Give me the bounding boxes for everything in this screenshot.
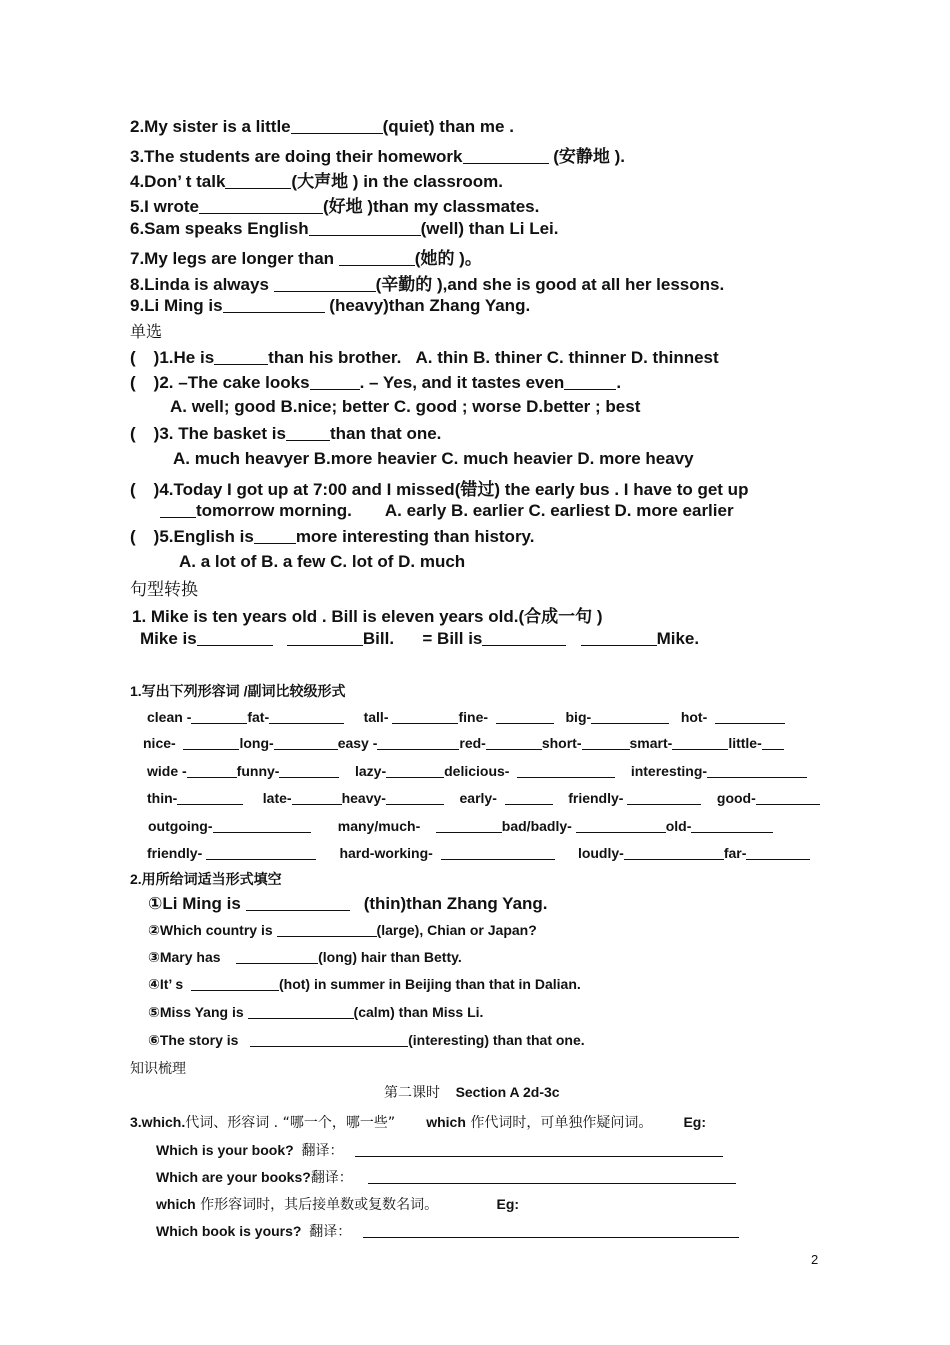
mc-q1	[130, 347, 719, 368]
answer-blank[interactable]	[756, 790, 820, 805]
answer-blank[interactable]	[392, 709, 458, 724]
knowledge-heading: 知识梳理	[130, 1061, 186, 1077]
answer-blank[interactable]	[486, 735, 542, 750]
fill-text: 7.My legs are longer than	[130, 249, 335, 268]
answer-blank[interactable]	[762, 735, 784, 750]
adj-word: long-	[239, 735, 274, 751]
answer-blank[interactable]	[177, 790, 243, 805]
answer-blank[interactable]	[463, 146, 549, 164]
answer-blank[interactable]	[199, 196, 323, 214]
mc-text: .	[616, 373, 622, 392]
answer-blank[interactable]	[197, 628, 273, 646]
transform-text: Bill.	[362, 629, 395, 648]
section1-title	[130, 681, 345, 701]
adj-word: good-	[716, 790, 756, 806]
mc-q2	[130, 372, 621, 393]
answer-blank[interactable]	[254, 526, 296, 544]
answer-paren[interactable]: (	[130, 424, 136, 443]
adj-word: outgoing-	[148, 818, 213, 834]
sec2-text: ⑥The story is	[148, 1032, 239, 1048]
fill-item-6	[130, 218, 559, 239]
answer-blank[interactable]	[246, 893, 350, 911]
sec2-text: ②Which country is	[148, 922, 273, 938]
lesson-title-en: Section A 2d-3c	[455, 1084, 560, 1100]
adj-row-6	[147, 845, 810, 861]
answer-paren[interactable]: (	[130, 480, 136, 499]
fill-item-4	[130, 167, 503, 192]
answer-blank[interactable]	[309, 218, 421, 236]
adj-word: fine-	[458, 709, 489, 725]
answer-paren[interactable]: (	[130, 373, 136, 392]
answer-blank[interactable]	[286, 423, 330, 441]
adj-word: tall-	[363, 709, 389, 725]
answer-blank[interactable]	[310, 372, 360, 390]
example-sentence: Which book is yours?	[156, 1223, 302, 1239]
answer-blank[interactable]	[576, 818, 666, 833]
adj-word: funny-	[236, 763, 280, 779]
answer-blank[interactable]	[191, 976, 279, 991]
eg-label: Eg:	[683, 1114, 707, 1130]
mc-q5-options: A. a lot of B. a few C. lot of D. much	[179, 552, 466, 571]
translation-line[interactable]	[355, 1142, 723, 1157]
lesson-title-cn: 第二课时	[384, 1085, 440, 1101]
answer-blank[interactable]	[386, 763, 444, 778]
fill-item-2	[130, 116, 514, 137]
answer-blank[interactable]	[627, 790, 701, 805]
fill-text: 4.Don’ t talk	[130, 172, 226, 191]
mc-q3-options: A. much heavyer B.more heavier C. much heavier D. more heavy	[173, 449, 694, 468]
answer-blank[interactable]	[564, 372, 616, 390]
fill-text: 8.Linda is always	[130, 275, 269, 294]
answer-blank[interactable]	[691, 818, 773, 833]
mc-text: tomorrow morning.	[196, 501, 352, 520]
answer-blank[interactable]	[707, 763, 807, 778]
mc-text: )1.He is	[153, 348, 215, 367]
adj-word: red-	[459, 735, 486, 751]
adj-row-2	[143, 735, 784, 751]
sec2-text: ④It’ s	[148, 976, 184, 992]
translate-label: 翻译：	[309, 1224, 352, 1240]
answer-blank[interactable]	[248, 1004, 354, 1019]
example-sentence: Which is your book?	[156, 1142, 294, 1158]
answer-blank[interactable]	[482, 628, 566, 646]
answer-blank[interactable]	[213, 818, 311, 833]
adj-word: hot-	[680, 709, 708, 725]
fill-text: 2.My sister is a little	[130, 117, 291, 136]
translate-label: 翻译：	[310, 1170, 353, 1186]
adj-row-1	[147, 709, 785, 725]
eg-label: Eg:	[496, 1196, 520, 1212]
answer-blank[interactable]	[292, 790, 342, 805]
sec2-text: ⑤Miss Yang is	[148, 1004, 244, 1020]
fill-item-9	[130, 295, 530, 316]
answer-blank[interactable]	[269, 709, 344, 724]
sec2-item-3	[148, 949, 462, 966]
section-title-text: 1.写出下列形容词 /副词比较级形式	[130, 683, 346, 699]
mc-heading: 单选	[130, 322, 163, 341]
mc-options: A. thin B. thiner C. thinner D. thinnest	[415, 348, 719, 367]
adj-word: big-	[565, 709, 592, 725]
answer-blank[interactable]	[291, 116, 383, 134]
mc-text: )3. The basket is	[153, 424, 286, 443]
mc-text: . – Yes, and it tastes even	[359, 373, 565, 392]
adj-row-5	[148, 818, 773, 834]
answer-blank[interactable]	[214, 347, 268, 365]
answer-blank[interactable]	[160, 500, 196, 518]
adj-word: old-	[665, 818, 692, 834]
answer-blank[interactable]	[277, 922, 377, 937]
adj-word: far-	[723, 845, 747, 861]
adj-word: heavy-	[341, 790, 386, 806]
adj-word: wide -	[147, 763, 187, 779]
answer-blank[interactable]	[624, 845, 724, 860]
transform-answer	[140, 628, 699, 649]
answer-blank[interactable]	[441, 845, 555, 860]
fill-text: (quiet) than me .	[382, 117, 514, 136]
mc-text: )2. –The cake looks	[153, 373, 310, 392]
sec2-text: (long) hair than Betty.	[318, 949, 462, 965]
lesson-title	[384, 1082, 560, 1102]
answer-paren[interactable]: (	[130, 527, 136, 546]
answer-blank[interactable]	[715, 709, 785, 724]
adj-word: bad/badly-	[501, 818, 572, 834]
adj-word: friendly-	[147, 845, 203, 861]
which-example-3	[156, 1221, 739, 1241]
answer-blank[interactable]	[581, 628, 657, 646]
which-example-1	[156, 1140, 723, 1160]
fill-item-8	[130, 270, 724, 295]
adj-word: delicious-	[444, 763, 510, 779]
sec2-item-6	[148, 1032, 585, 1049]
answer-blank[interactable]	[191, 709, 247, 724]
which-adj-note	[156, 1194, 519, 1214]
sec2-text: (thin)than Zhang Yang.	[358, 894, 548, 913]
page-number: 2	[811, 1252, 819, 1267]
which-heading	[130, 1112, 706, 1132]
sec2-item-2	[148, 922, 537, 939]
translate-label: 翻译：	[301, 1143, 344, 1159]
answer-blank[interactable]	[746, 845, 810, 860]
sec2-text: ①Li Ming is	[148, 894, 241, 913]
fill-text: (好地 )than my classmates.	[322, 197, 540, 216]
answer-blank[interactable]	[206, 845, 316, 860]
transform-text: = Bill is	[422, 629, 483, 648]
which-desc: 作形容词时，其后接单数或复数名词。	[195, 1197, 439, 1213]
answer-blank[interactable]	[287, 628, 363, 646]
transform-q1: 1. Mike is ten years old . Bill is eleven years old.(合成一句 )	[132, 607, 603, 626]
example-sentence: Which are your books?	[156, 1169, 311, 1185]
fill-text: (heavy)than Zhang Yang.	[324, 296, 531, 315]
fill-item-5	[130, 192, 539, 217]
mc-options: A. early B. earlier C. earliest D. more earlier	[384, 501, 734, 520]
sec2-text: ③Mary has	[148, 949, 221, 965]
fill-text: 6.Sam speaks English	[130, 219, 309, 238]
fill-text: 9.Li Ming is	[130, 296, 223, 315]
adj-word: little-	[728, 735, 762, 751]
which-desc: 代词、形容词 . “哪一个，哪一些”	[185, 1115, 396, 1131]
answer-blank[interactable]	[279, 763, 339, 778]
mc-text: more interesting than history.	[295, 527, 535, 546]
answer-blank[interactable]	[582, 735, 630, 750]
sec2-item-4	[148, 976, 581, 993]
answer-blank[interactable]	[436, 818, 502, 833]
answer-blank[interactable]	[339, 248, 415, 266]
sec2-item-1	[148, 893, 548, 914]
adj-row-3	[147, 763, 807, 779]
fill-text: (大声地 ) in the classroom.	[291, 172, 504, 191]
mc-q3	[130, 423, 441, 444]
which-word: which	[156, 1196, 196, 1212]
sec2-text: (large), Chian or Japan?	[376, 922, 537, 938]
mc-q2-options: A. well; good B.nice; better C. good ; worse D.better ; best	[170, 397, 641, 416]
answer-blank[interactable]	[274, 735, 338, 750]
section2-title: 2.用所给词适当形式填空	[130, 871, 282, 887]
adj-word: many/much-	[337, 818, 421, 834]
answer-blank[interactable]	[505, 790, 553, 805]
adj-word: hard-working-	[339, 845, 433, 861]
fill-text: 5.I wrote	[130, 197, 199, 216]
adj-word: short-	[541, 735, 582, 751]
translation-line[interactable]	[363, 1223, 739, 1238]
mc-q5	[130, 526, 534, 547]
sec2-item-5	[148, 1004, 483, 1021]
transform-heading: 句型转换	[130, 580, 198, 600]
fill-item-3	[130, 142, 625, 167]
adj-word: easy -	[337, 735, 378, 751]
which-word: which	[426, 1114, 466, 1130]
answer-blank[interactable]	[223, 295, 325, 313]
answer-blank[interactable]	[183, 735, 239, 750]
which-label: 3.which.	[130, 1114, 186, 1130]
adj-word: interesting-	[630, 763, 708, 779]
adj-word: loudly-	[577, 845, 624, 861]
answer-blank[interactable]	[187, 763, 237, 778]
mc-text: )4.Today I got up at 7:00 and I missed(错过) the early bus . I have to get up	[153, 480, 749, 499]
adj-word: thin-	[147, 790, 178, 806]
adj-word: nice-	[143, 735, 176, 751]
mc-text: )5.English is	[153, 527, 254, 546]
mc-q4	[130, 475, 748, 500]
answer-blank[interactable]	[672, 735, 728, 750]
answer-blank[interactable]	[377, 735, 459, 750]
answer-blank[interactable]	[496, 709, 554, 724]
mc-text: than that one.	[329, 424, 442, 443]
sec2-text: (interesting) than that one.	[408, 1032, 585, 1048]
which-desc: 作代词时，可单独作疑问词。	[465, 1115, 653, 1131]
adj-word: smart-	[629, 735, 673, 751]
answer-blank[interactable]	[517, 763, 615, 778]
answer-blank[interactable]	[386, 790, 444, 805]
adj-word: late-	[262, 790, 292, 806]
translation-line[interactable]	[368, 1169, 736, 1184]
answer-blank[interactable]	[274, 274, 376, 292]
mc-q4-line2	[160, 500, 734, 521]
adj-word: fat-	[247, 709, 270, 725]
sec2-text: (calm) than Miss Li.	[353, 1004, 484, 1020]
which-example-2	[156, 1167, 736, 1187]
mc-text: than his brother.	[268, 348, 402, 367]
answer-blank[interactable]	[236, 949, 318, 964]
adj-word: lazy-	[355, 763, 387, 779]
answer-blank[interactable]	[250, 1032, 408, 1047]
fill-item-7	[130, 244, 482, 269]
fill-text: (安静地 ).	[548, 147, 625, 166]
adj-word: clean -	[147, 709, 192, 725]
answer-blank[interactable]	[591, 709, 669, 724]
fill-text: (well) than Li Lei.	[420, 219, 559, 238]
sec2-text: (hot) in summer in Beijing than that in Dalian.	[278, 976, 581, 992]
answer-paren[interactable]: (	[130, 348, 136, 367]
answer-blank[interactable]	[225, 171, 291, 189]
fill-text: 3.The students are doing their homework	[130, 147, 463, 166]
fill-text: (辛勤的 ),and she is good at all her lessons.	[375, 275, 725, 294]
adj-word: early-	[459, 790, 497, 806]
fill-text: (她的 )。	[414, 249, 482, 268]
transform-text: Mike is	[140, 629, 197, 648]
transform-text: Mike.	[656, 629, 700, 648]
adj-word: friendly-	[568, 790, 624, 806]
adj-row-4	[147, 790, 820, 806]
